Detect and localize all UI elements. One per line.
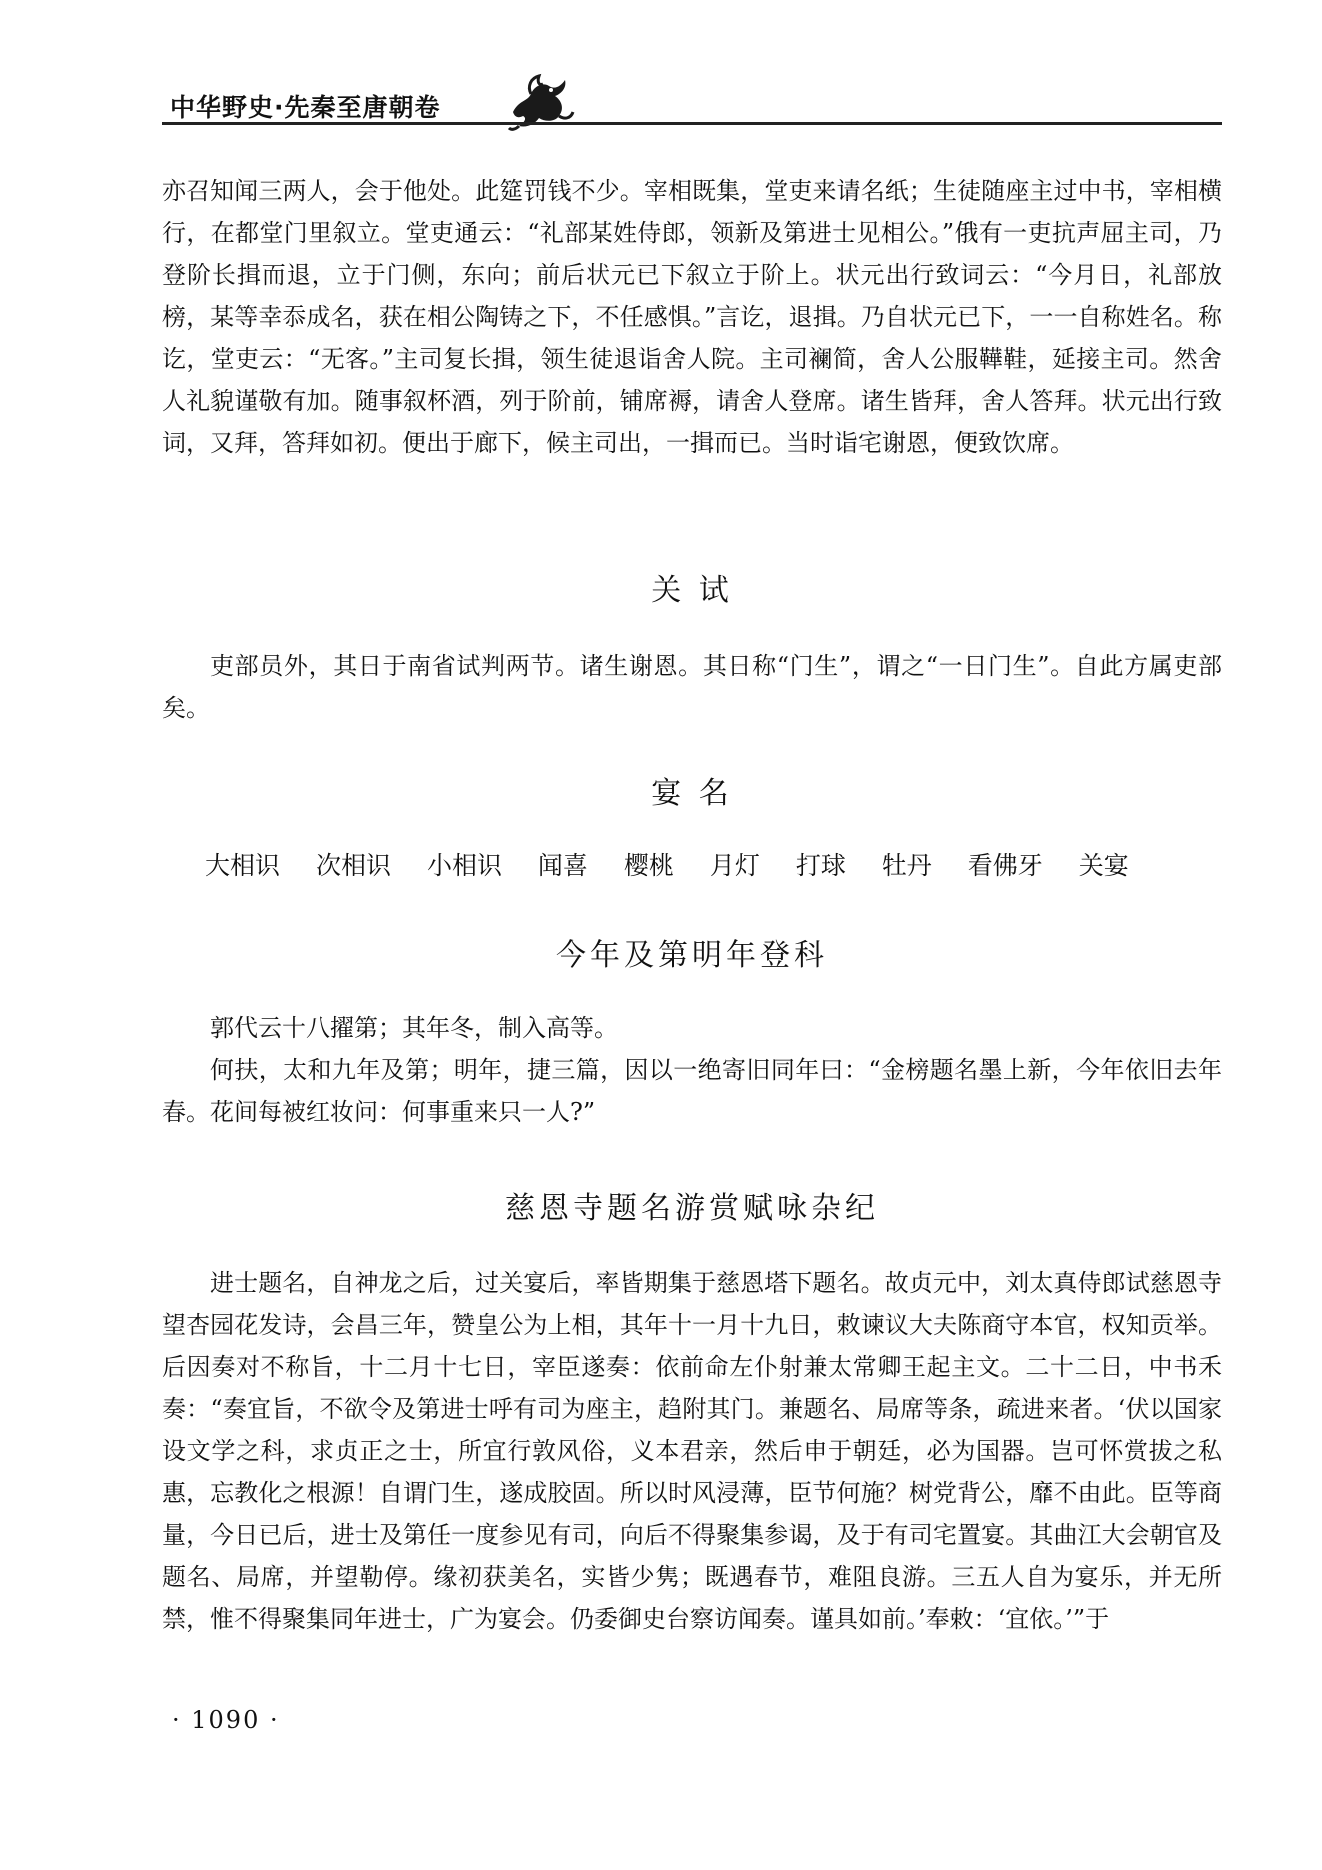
list-item: 关宴 xyxy=(1078,851,1129,880)
paragraph: 何扶，太和九年及第；明年，捷三篇，因以一绝寄旧同年曰：“金榜题名墨上新，今年依旧去年春。花间每被红妆问：何事重来只一人?” xyxy=(162,1056,1222,1126)
section-guanshi-body xyxy=(162,645,1222,729)
paragraph: 进士题名，自神龙之后，过关宴后，率皆期集于慈恩塔下题名。故贞元中，刘太真侍郎试慈恩寺望杏园花发诗，会昌三年，赞皇公为上相，其年十一月十九日，敕谏议大夫陈商守本官，权知贡举。后因奏对不称旨，十二月十七日，宰臣遂奏：依前命左仆射兼太常卿王起主文。二十二日，中书禾奏：“奏宜旨，不欲令及第进士呼有司为座主，趋附其门。兼题名、局席等条，疏进来者。‘伏以国家设文学之科，求贞正之士，所宜行敦风俗，义本君亲，然后申于朝廷，必为国器。岂可怀赏拔之私惠，忘教化之根源！自谓门生，遂成胶固。所以时风浸薄，臣节何施？树党背公，靡不由此。臣等商量，今日已后，进士及第任一度参见有司，向后不得聚集参谒，及于有司宅置宴。其曲江大会朝官及题名、局席，并望勒停。缘初获美名，实皆少隽；既遇春节，难阻良游。三五人自为宴乐，并无所禁，惟不得聚集同年进士，广为宴会。仍委御史台察访闻奏。谨具如前。’奉敕：‘宜依。’”于 xyxy=(162,1269,1222,1633)
section-heading-dengke: 今年及第明年登科 xyxy=(556,938,828,973)
list-item: 月灯 xyxy=(709,851,760,880)
list-item: 大相识 xyxy=(205,851,281,880)
section-dengke-body xyxy=(162,1007,1222,1133)
list-item: 牡丹 xyxy=(881,851,932,880)
passage-continued xyxy=(162,170,1222,464)
paragraph: 亦召知闻三两人，会于他处。此筵罚钱不少。宰相既集，堂吏来请名纸；生徒随座主过中书，宰相横行，在都堂门里叙立。堂吏通云：“礼部某姓侍郎，领新及第进士见相公。”俄有一吏抗声屈主司，乃登阶长揖而退，立于门侧，东向；前后状元已下叙立于阶上。状元出行致词云：“今月日，礼部放榜，某等幸忝成名，获在相公陶铸之下，不任感惧。”言讫，退揖。乃自状元已下，一一自称姓名。称讫，堂吏云：“无客。”主司复长揖，领生徒退诣舍人院。主司襕简，舍人公服鞾鞋，延接主司。然舍人礼貌谨敬有加。随事叙杯酒，列于阶前，铺席褥，请舍人登席。诸生皆拜，舍人答拜。状元出行致词，又拜，答拜如初。便出于廊下，候主司出，一揖而已。当时诣宅谢恩，便致饮席。 xyxy=(162,177,1222,457)
section-heading-guanshi: 关 试 xyxy=(651,573,733,608)
list-item: 看佛牙 xyxy=(967,851,1043,880)
section-heading-cien: 慈恩寺题名游赏赋咏杂纪 xyxy=(505,1191,879,1226)
list-item: 打球 xyxy=(795,851,846,880)
list-item: 小相识 xyxy=(426,851,502,880)
list-item: 次相识 xyxy=(315,851,391,880)
list-item: 樱桃 xyxy=(623,851,674,880)
section-cien-body xyxy=(162,1262,1222,1640)
list-item: 闻喜 xyxy=(537,851,588,880)
paragraph: 郭代云十八擢第；其年冬，制入高等。 xyxy=(210,1014,618,1042)
running-header xyxy=(160,80,580,140)
section-heading-yanming: 宴 名 xyxy=(651,776,733,811)
header-rule xyxy=(162,122,1222,125)
paragraph: 吏部员外，其日于南省试判两节。诸生谢恩。其日称“门生”，谓之“一日门生”。自此方属吏部矣。 xyxy=(162,652,1222,722)
page-number: · 1090 · xyxy=(172,1706,280,1734)
banquet-name-list xyxy=(205,846,1205,882)
book-title: 中华野史·先秦至唐朝卷 xyxy=(170,93,441,122)
